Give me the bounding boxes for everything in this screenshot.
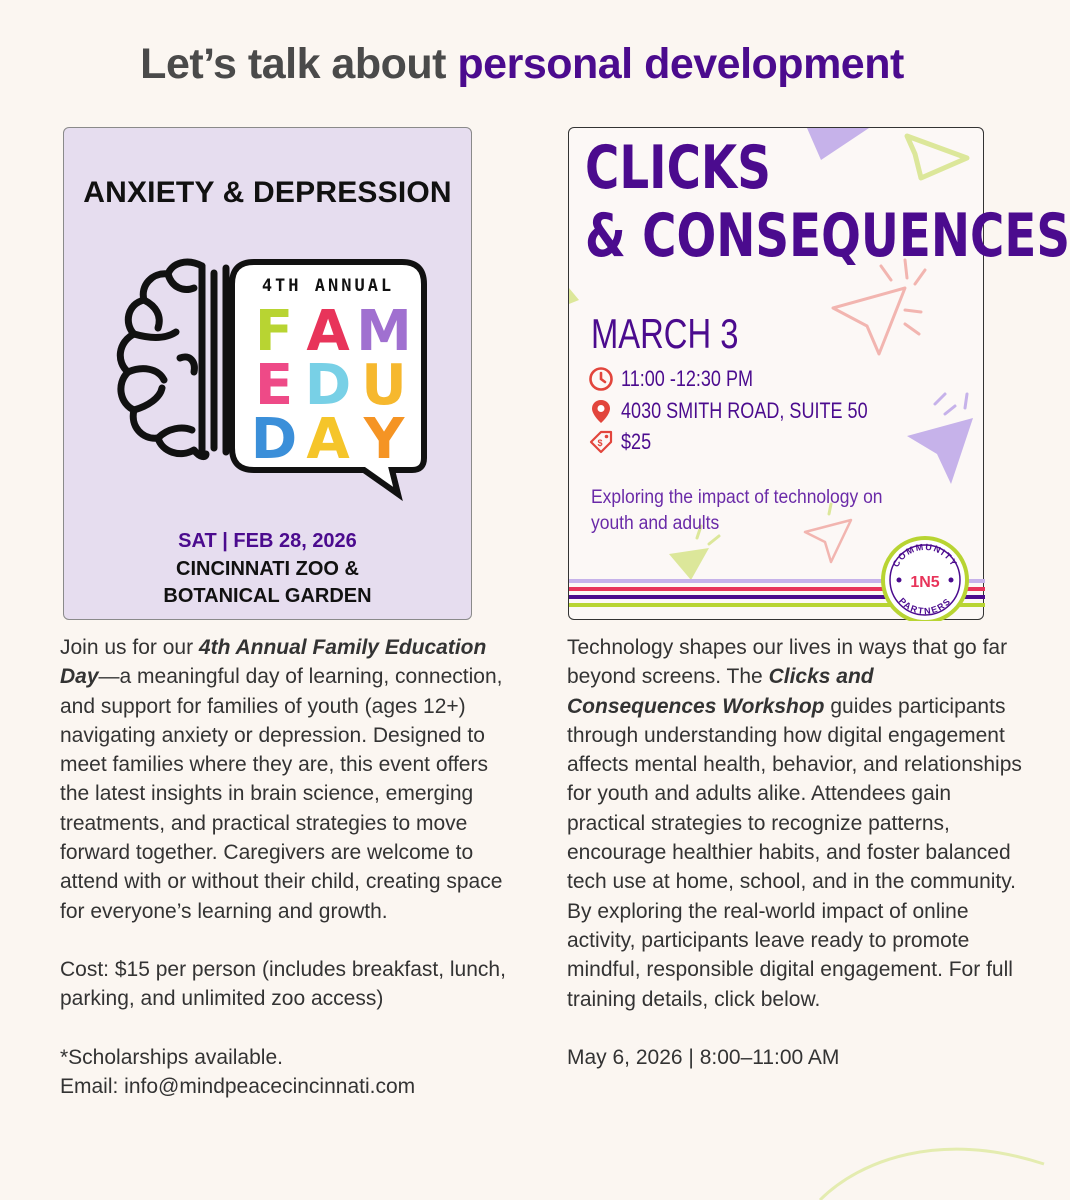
workshop-date: MARCH 3	[591, 310, 739, 357]
text-span: —a meaningful day of learning, connection, and support for families of youth (ages 12+) navigating anxiety or depression. Designed to meet families where they are, this event offers the latest insights in brain science, emerging treatments, and practical strategies to move forward together. Caregivers are welcome to attend with or without their child, creating space for everyone’s learning and growth.	[60, 665, 503, 923]
description-paragraph	[60, 633, 510, 926]
scholarships-note: *Scholarships available.	[60, 1045, 283, 1069]
event-date: SAT | FEB 28, 2026	[178, 530, 357, 552]
cost-paragraph: Cost: $15 per person (includes breakfast, lunch, parking, and unlimited zoo access)	[60, 957, 506, 1011]
logo-letter: A	[306, 407, 350, 472]
arrow-icon	[833, 288, 905, 354]
logo-letter: Y	[363, 407, 405, 472]
logo-letter: A	[306, 299, 350, 364]
price-text: $25	[621, 429, 652, 454]
badge-bottom: PARTNERS	[896, 595, 954, 617]
svg-text:$: $	[597, 438, 603, 448]
text-span: Join us for our	[60, 636, 199, 659]
location-text: 4030 SMITH ROAD, SUITE 50	[621, 398, 868, 423]
price-tag-icon	[587, 428, 615, 456]
title-start: Let’s talk about	[140, 40, 458, 88]
logo-letter: E	[254, 353, 294, 418]
arrow-icon	[907, 418, 973, 484]
annual-label: 4TH ANNUAL	[261, 276, 395, 296]
clock-icon	[587, 365, 615, 393]
location-row	[587, 396, 922, 426]
workshop-datetime: May 6, 2026 | 8:00–11:00 AM	[567, 1045, 840, 1069]
description-paragraph	[567, 633, 1027, 1014]
corner-decoration	[820, 1130, 1044, 1200]
workshop-title	[585, 134, 1070, 270]
anxiety-depression-card[interactable]	[63, 127, 472, 620]
event-name-emphasis: 4th Annual Family Education Day	[60, 636, 487, 689]
time-text: 11:00 -12:30 PM	[621, 366, 754, 391]
venue-line: BOTANICAL GARDEN	[163, 585, 372, 607]
badge-center: 1N5	[910, 574, 940, 591]
brain-icon	[120, 262, 226, 457]
logo-letter: D	[250, 407, 298, 472]
fam-edu-day-logo	[102, 258, 432, 498]
badge-top: COMMUNITY	[890, 541, 960, 569]
logo-letter: M	[356, 299, 412, 364]
page-title	[0, 40, 1044, 89]
logo-letter: D	[304, 353, 352, 418]
logo-letter: U	[361, 353, 407, 418]
contact-email[interactable]: Email: info@mindpeacecincinnati.com	[60, 1074, 416, 1098]
family-day-description	[60, 633, 510, 1101]
location-pin-icon	[587, 397, 615, 425]
text-span: Technology shapes our lives in ways that go far beyond screens. The	[567, 636, 1008, 689]
price-row	[587, 427, 658, 457]
workshop-name-emphasis: Clicks and Consequences Workshop	[567, 665, 874, 718]
workshop-subtitle: Exploring the impact of technology on youth and adults	[591, 487, 883, 534]
title-line: CLICKS	[585, 133, 771, 203]
text-span: guides participants through understanding how digital engagement affects mental health, behavior, and relationships for youth and adults alike. Attendees gain practical strategies to recognize patterns, encourage healthier habits, and foster balanced tech use at home, school, and in the community. By exploring the real-world impact of online activity, participants leave ready to promote mindful, responsible digital engagement. For full training details, click below.	[567, 694, 1022, 1011]
event-venue	[64, 556, 471, 610]
logo-letter: F	[254, 299, 294, 364]
workshop-description	[567, 633, 1027, 1072]
community-partners-badge	[883, 538, 967, 621]
title-accent: personal development	[457, 40, 904, 88]
title-line: & CONSEQUENCES	[585, 201, 1070, 271]
arrow-icon	[669, 548, 709, 580]
clicks-consequences-card[interactable]	[568, 127, 1070, 620]
card-heading: ANXIETY & DEPRESSION	[83, 176, 452, 209]
time-row	[587, 364, 782, 394]
venue-line: CINCINNATI ZOO &	[176, 558, 359, 580]
